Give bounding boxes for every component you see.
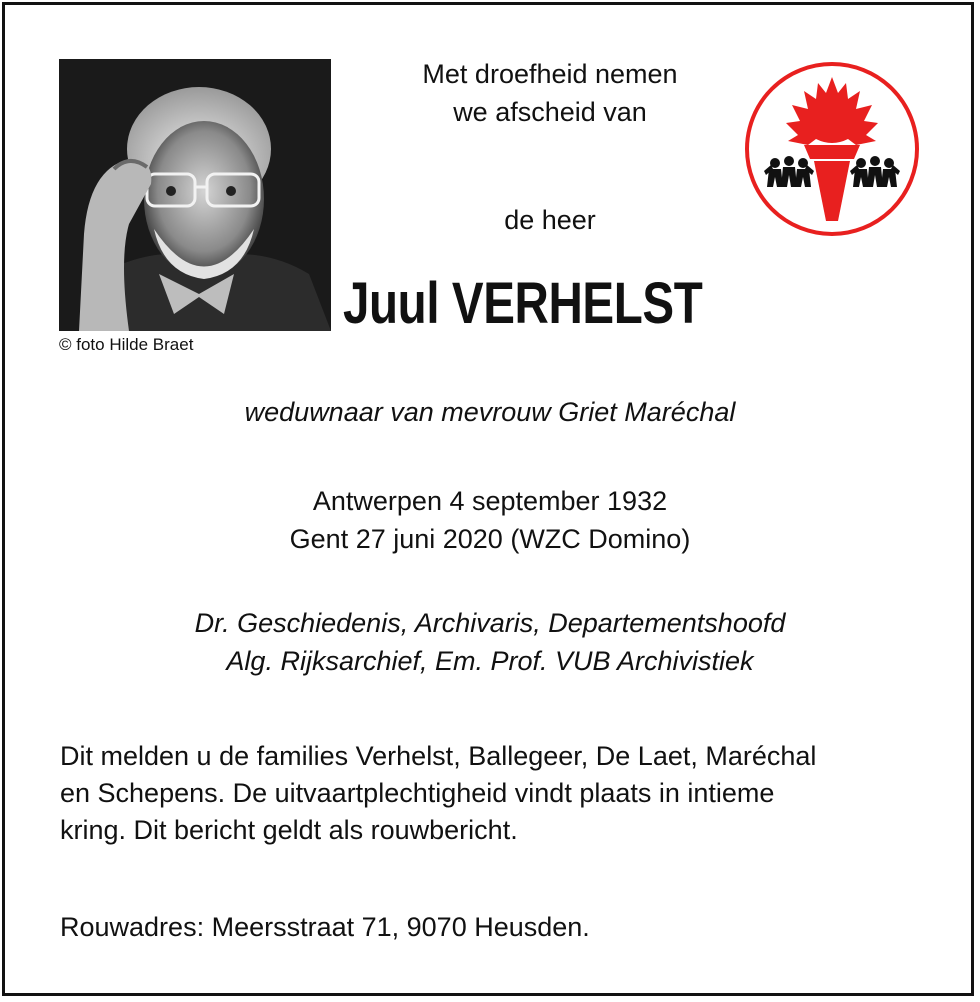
notice-line-2: en Schepens. De uitvaartplechtigheid vindt plaats in intieme [60,778,775,808]
intro-line-1: Met droefheid nemen [422,59,678,89]
deceased-name: Juul VERHELST [343,271,703,336]
titles-line-2: Alg. Rijksarchief, Em. Prof. VUB Archivistiek [226,646,754,676]
intro-text [350,55,750,131]
family-notice [60,738,940,849]
portrait-photo [59,59,331,331]
academic-titles [0,604,980,680]
torch-with-people-icon [742,59,922,239]
birth-line: Antwerpen 4 september 1932 [312,486,668,516]
notice-line-3: kring. Dit bericht geldt als rouwbericht. [60,815,518,845]
intro-line-2: we afscheid van [453,97,647,127]
photo-credit: © foto Hilde Braet [59,335,194,354]
widower-line: weduwnaar van mevrouw Griet Maréchal [244,397,736,427]
life-dates [0,482,980,558]
titles-line-1: Dr. Geschiedenis, Archivaris, Departementshoofd [194,608,786,638]
death-line: Gent 27 juni 2020 (WZC Domino) [289,524,691,554]
mourning-address: Rouwadres: Meersstraat 71, 9070 Heusden. [60,912,590,942]
portrait-image [59,59,331,331]
notice-line-1: Dit melden u de families Verhelst, Ballegeer, De Laet, Maréchal [60,741,817,771]
honorific: de heer [504,205,596,235]
